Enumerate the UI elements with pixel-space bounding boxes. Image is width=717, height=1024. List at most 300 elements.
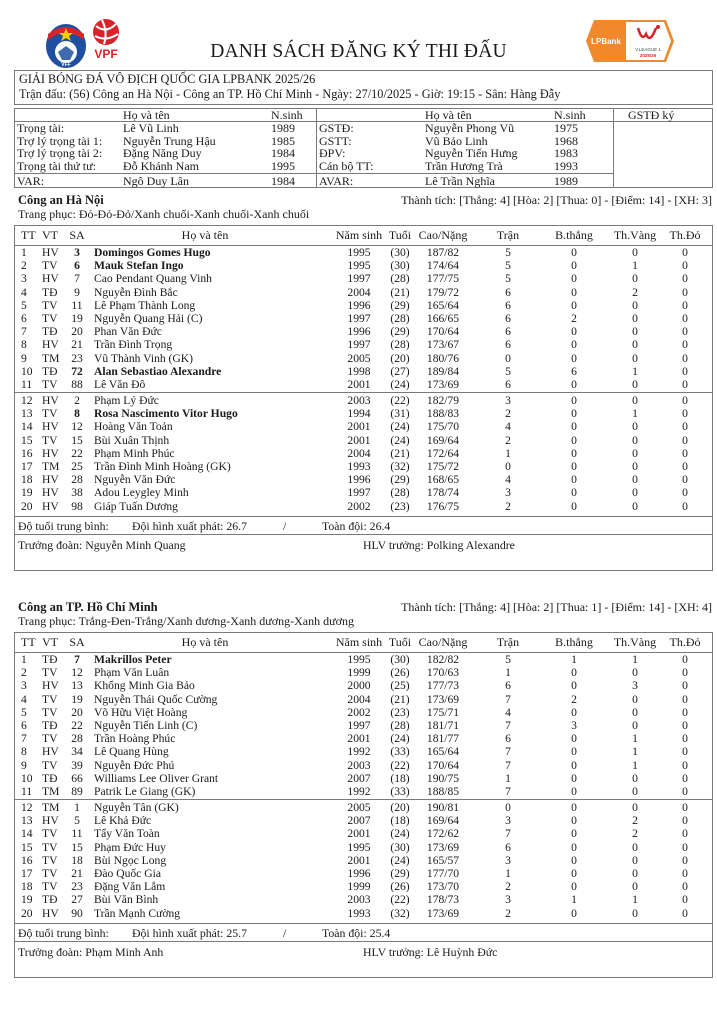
cell-index: 1 [21,246,27,259]
cell-yellow-cards: 2 [632,814,638,828]
cell-appearances: 4 [505,420,511,434]
cell-appearances: 3 [505,853,511,867]
cell-shirt-number: 1 [74,801,80,815]
cell-position: HV [42,420,59,434]
player-row[interactable] [15,325,712,338]
cell-player-name: Nguyễn Đức Phú [94,758,175,772]
cell-position: TV [42,377,58,391]
official-role: GSTĐ: [319,121,354,135]
cell-index: 4 [21,285,27,299]
cell-birth-year: 2004 [347,692,371,706]
cell-appearances: 2 [505,880,511,894]
cell-yellow-cards: 0 [632,433,638,447]
cell-birth-year: 2001 [347,377,371,391]
player-row[interactable] [15,486,712,499]
svg-text:VPF: VPF [94,47,118,61]
player-row[interactable] [15,420,712,433]
col-header-name: Họ và tên [181,228,229,242]
cell-position: TĐ [42,325,58,339]
cell-appearances: 7 [505,758,511,772]
col-header-position: VT [42,635,58,649]
cell-appearances: 6 [505,377,511,391]
cell-height-weight: 165/57 [426,853,460,867]
player-row[interactable] [15,299,712,312]
cell-birth-year: 2001 [347,732,371,746]
cell-shirt-number: 23 [71,880,83,894]
cell-shirt-number: 22 [71,718,83,732]
cell-goals: 0 [571,705,577,719]
cell-yellow-cards: 0 [632,473,638,487]
cell-shirt-number: 6 [74,259,80,273]
officials-header-name-2: Họ và tên [425,108,472,122]
cell-index: 14 [21,827,33,841]
cell-index: 15 [21,433,33,447]
cell-shirt-number: 13 [71,679,83,693]
cell-position: TM [42,784,60,798]
cell-height-weight: 166/65 [426,311,460,325]
player-row[interactable] [15,447,712,460]
team-record: Thành tích: [Thắng: 4] [Hòa: 2] [Thua: 1] - [Điểm: 14] - [XH: 4] [401,600,712,614]
cell-index: 19 [21,486,33,500]
cell-goals: 0 [571,880,577,894]
cell-age: (21) [390,692,410,706]
cell-shirt-number: 15 [71,433,83,447]
cell-player-name: Nguyễn Tân (GK) [94,801,179,815]
cell-shirt-number: 8 [74,407,80,421]
player-row[interactable] [15,893,712,906]
player-row[interactable] [15,394,712,407]
cell-position: HV [42,394,59,408]
player-row[interactable] [15,286,712,299]
cell-age: (26) [390,880,410,894]
cell-player-name: Cao Pendant Quang Vinh [94,272,212,286]
col-header-goals: B.thắng [555,228,593,242]
cell-index: 10 [21,364,33,378]
cell-index: 6 [21,718,27,732]
cell-index: 5 [21,298,27,312]
cell-yellow-cards: 0 [632,666,638,680]
cell-height-weight: 178/73 [426,893,460,907]
cell-yellow-cards: 0 [632,272,638,286]
player-row[interactable] [15,653,712,666]
officials-header-name: Họ và tên [123,108,170,122]
official-name: Đặng Năng Duy [123,146,202,160]
player-row[interactable] [15,880,712,893]
cell-yellow-cards: 1 [632,758,638,772]
player-row[interactable] [15,814,712,827]
col-header-height-weight: Cao/Nặng [418,635,468,649]
cell-player-name: Rosa Nascimento Vitor Hugo [94,407,238,421]
cell-appearances: 6 [505,298,511,312]
cell-birth-year: 1998 [347,364,371,378]
player-row[interactable] [15,907,712,920]
player-row[interactable] [15,759,712,772]
cell-height-weight: 177/75 [426,272,460,286]
player-row[interactable] [15,827,712,840]
cell-index: 4 [21,692,27,706]
average-age-squad: Toàn đội: 26.4 [322,519,391,533]
cell-shirt-number: 25 [71,460,83,473]
player-row[interactable] [15,338,712,351]
average-age-row [14,516,713,535]
cell-age: (33) [390,745,410,759]
var-role: VAR: [17,174,45,188]
cell-appearances: 2 [505,407,511,421]
player-row[interactable] [15,378,712,391]
cell-red-cards: 0 [682,814,688,828]
cell-player-name: Makrillos Peter [94,653,172,666]
cell-height-weight: 181/77 [426,732,460,746]
player-row[interactable] [15,745,712,758]
player-row[interactable] [15,867,712,880]
cell-shirt-number: 88 [71,377,83,391]
officials-header-year-2: N.sinh [554,108,586,122]
cell-height-weight: 189/84 [426,364,460,378]
player-row[interactable] [15,666,712,679]
cell-player-name: Trần Đình Trọng [94,338,173,352]
cell-birth-year: 2001 [347,420,371,434]
player-row[interactable] [15,500,712,513]
cell-player-name: Đào Quốc Gia [94,867,161,880]
cell-goals: 0 [571,298,577,312]
player-row[interactable] [15,732,712,745]
cell-yellow-cards: 0 [632,325,638,339]
cell-shirt-number: 11 [71,827,83,841]
cell-age: (30) [390,246,410,259]
cell-player-name: Võ Hữu Việt Hoàng [94,705,188,719]
cell-index: 18 [21,473,33,487]
cell-index: 5 [21,705,27,719]
cell-yellow-cards: 0 [632,692,638,706]
cell-birth-year: 1997 [347,311,371,325]
cell-red-cards: 0 [682,758,688,772]
official-year: 1985 [271,133,295,148]
cell-height-weight: 181/71 [426,718,460,732]
cell-height-weight: 182/79 [426,394,460,408]
player-row[interactable] [15,854,712,867]
col-header-yellow-cards: Th.Vàng [613,228,657,242]
cell-shirt-number: 21 [71,867,83,880]
team-kit: Trang phục: Đỏ-Đỏ-Đỏ/Xanh chuối-Xanh chuối-Xanh chuối [18,207,310,221]
player-row[interactable] [15,365,712,378]
cell-shirt-number: 89 [71,784,83,798]
cell-age: (24) [390,377,410,391]
cell-age: (24) [390,827,410,841]
cell-red-cards: 0 [682,338,688,352]
cell-player-name: Tẩy Văn Toàn [94,827,160,841]
cell-birth-year: 2005 [347,351,371,365]
player-row[interactable] [15,312,712,325]
cell-player-name: Patrik Le Giang (GK) [94,784,196,798]
cell-height-weight: 173/69 [426,906,460,920]
cell-age: (33) [390,784,410,798]
player-row[interactable] [15,246,712,259]
cell-appearances: 5 [505,246,511,259]
cell-player-name: Nguyễn Thái Quốc Cường [94,692,218,706]
cell-shirt-number: 19 [71,311,83,325]
cell-position: TM [42,801,60,815]
cell-index: 15 [21,840,33,854]
player-row[interactable] [15,719,712,732]
avar-name: Lê Trần Nghĩa [425,174,495,188]
cell-goals: 0 [571,325,577,339]
cell-position: TV [42,407,58,421]
col-header-birth-year: Năm sinh [335,228,383,242]
official-name: Trần Hương Trà [425,158,503,173]
cell-appearances: 6 [505,311,511,325]
cell-player-name: Lê Phạm Thành Long [94,298,196,312]
cell-yellow-cards: 2 [632,827,638,841]
cell-index: 19 [21,893,33,907]
cell-red-cards: 0 [682,311,688,325]
cell-shirt-number: 11 [71,298,83,312]
cell-yellow-cards: 0 [632,705,638,719]
cell-position: HV [42,446,59,460]
official-role: Trợ lý trọng tài 2: [17,146,103,160]
official-name: Lê Vũ Linh [123,121,179,135]
cell-goals: 0 [571,407,577,421]
cell-player-name: Lê Quang Hùng [94,745,169,759]
cell-appearances: 5 [505,364,511,378]
average-age-squad: Toàn đội: 25.4 [322,926,391,940]
cell-yellow-cards: 1 [632,259,638,273]
cell-red-cards: 0 [682,732,688,746]
col-header-red-cards: Th.Đỏ [669,228,701,242]
cell-birth-year: 1996 [347,473,371,487]
cell-age: (25) [390,679,410,693]
cell-player-name: Lê Khả Đức [94,814,152,828]
player-row[interactable] [15,407,712,420]
cell-position: TV [42,311,58,325]
cell-goals: 0 [571,867,577,880]
cell-player-name: Adou Leygley Minh [94,486,189,500]
cell-index: 2 [21,259,27,273]
cell-goals: 0 [571,394,577,408]
cell-height-weight: 177/73 [426,679,460,693]
official-name: Đỗ Khánh Nam [123,158,199,173]
cell-index: 13 [21,814,33,828]
team-record: Thành tích: [Thắng: 4] [Hòa: 2] [Thua: 0] - [Điểm: 14] - [XH: 3] [401,193,712,207]
cell-height-weight: 174/64 [426,259,460,273]
cell-index: 8 [21,338,27,352]
official-name: Vũ Bảo Linh [425,133,488,148]
cell-index: 1 [21,653,27,666]
cell-index: 18 [21,880,33,894]
var-year: 1984 [271,174,295,188]
cell-position: HV [42,814,59,828]
cell-age: (23) [390,499,410,513]
cell-goals: 0 [571,745,577,759]
cell-appearances: 4 [505,705,511,719]
cell-shirt-number: 18 [71,853,83,867]
player-row[interactable] [15,785,712,798]
cell-player-name: Trần Đình Minh Hoàng (GK) [94,460,231,473]
player-row[interactable] [15,841,712,854]
cell-yellow-cards: 0 [632,460,638,473]
cell-height-weight: 180/76 [426,351,460,365]
cell-player-name: Domingos Gomes Hugo [94,246,211,259]
cell-age: (28) [390,486,410,500]
cell-player-name: Phạm Lý Đức [94,394,159,408]
cell-goals: 0 [571,814,577,828]
cell-height-weight: 190/81 [426,801,460,815]
cell-age: (24) [390,853,410,867]
cell-age: (28) [390,338,410,352]
official-year: 1995 [271,158,295,173]
cell-height-weight: 172/62 [426,827,460,841]
cell-age: (26) [390,666,410,680]
cell-red-cards: 0 [682,259,688,273]
cell-appearances: 0 [505,460,511,473]
cell-height-weight: 172/64 [426,446,460,460]
cell-shirt-number: 90 [71,906,83,920]
cell-goals: 0 [571,666,577,680]
cell-yellow-cards: 1 [632,893,638,907]
cell-yellow-cards: 1 [632,745,638,759]
cell-red-cards: 0 [682,827,688,841]
head-coach: HLV trưởng: Polking Alexandre [363,538,515,552]
cell-appearances: 4 [505,473,511,487]
cell-appearances: 3 [505,486,511,500]
cell-age: (32) [390,906,410,920]
cell-height-weight: 175/71 [426,705,460,719]
player-row[interactable] [15,801,712,814]
cell-birth-year: 2004 [347,446,371,460]
cell-player-name: Bùi Xuân Thịnh [94,433,170,447]
cell-birth-year: 1995 [347,246,371,259]
cell-index: 11 [21,377,33,391]
cell-position: HV [42,473,59,487]
player-row[interactable] [15,259,712,272]
cell-goals: 0 [571,801,577,815]
col-header-yellow-cards: Th.Vàng [613,635,657,649]
cell-birth-year: 2007 [347,814,371,828]
player-row[interactable] [15,434,712,447]
cell-red-cards: 0 [682,801,688,815]
cell-age: (29) [390,867,410,880]
cell-index: 3 [21,272,27,286]
cell-position: TV [42,259,58,273]
cell-red-cards: 0 [682,705,688,719]
cell-appearances: 1 [505,867,511,880]
cell-index: 7 [21,732,27,746]
cell-height-weight: 175/72 [426,460,460,473]
cell-age: (21) [390,446,410,460]
cell-age: (29) [390,298,410,312]
cell-height-weight: 176/75 [426,499,460,513]
cell-appearances: 5 [505,259,511,273]
cell-birth-year: 2003 [347,758,371,772]
cell-red-cards: 0 [682,246,688,259]
cell-birth-year: 1995 [347,840,371,854]
cell-appearances: 6 [505,325,511,339]
cell-appearances: 6 [505,338,511,352]
official-role: Trợ lý trọng tài 1: [17,133,103,148]
cell-yellow-cards: 1 [632,653,638,666]
cell-goals: 2 [571,311,577,325]
official-year: 1968 [554,133,578,148]
player-row[interactable] [15,772,712,785]
col-header-tt: TT [21,228,36,242]
cell-shirt-number: 28 [71,732,83,746]
cell-goals: 0 [571,377,577,391]
cell-position: TV [42,867,58,880]
cell-appearances: 7 [505,784,511,798]
cell-red-cards: 0 [682,880,688,894]
page-title: DANH SÁCH ĐĂNG KÝ THI ĐẤU [210,41,507,62]
cell-age: (21) [390,285,410,299]
cell-player-name: Williams Lee Oliver Grant [94,771,219,785]
cell-position: TĐ [42,364,58,378]
col-header-age: Tuổi [388,635,412,649]
player-row[interactable] [15,679,712,692]
cell-player-name: Nguyễn Văn Đức [94,473,176,487]
cell-birth-year: 1996 [347,298,371,312]
cell-appearances: 7 [505,718,511,732]
cell-goals: 0 [571,460,577,473]
cell-appearances: 1 [505,771,511,785]
average-age-starters: Đội hình xuất phát: 25.7 [132,926,248,940]
cell-player-name: Bùi Văn Bình [94,893,159,907]
cell-red-cards: 0 [682,325,688,339]
match-info [14,70,713,105]
cell-age: (22) [390,394,410,408]
cell-index: 20 [21,499,33,513]
cell-player-name: Giáp Tuấn Dương [94,499,178,513]
cell-goals: 0 [571,499,577,513]
cell-player-name: Mauk Stefan Ingo [94,259,184,273]
team-kit: Trang phục: Trắng-Đen-Trắng/Xanh dương-Xanh dương-Xanh dương [18,614,354,628]
cell-shirt-number: 23 [71,351,83,365]
cell-goals: 0 [571,246,577,259]
average-age-separator: / [283,519,287,533]
cell-goals: 0 [571,272,577,286]
cell-shirt-number: 12 [71,666,83,680]
cell-shirt-number: 9 [74,285,80,299]
cell-birth-year: 1996 [347,867,371,880]
cell-index: 11 [21,784,33,798]
official-role: GSTT: [319,133,352,148]
cell-age: (22) [390,893,410,907]
cell-age: (31) [390,407,410,421]
cell-appearances: 1 [505,446,511,460]
col-header-tt: TT [21,635,36,649]
cell-position: TV [42,692,58,706]
official-year: 1983 [554,146,578,160]
cell-player-name: Nguyễn Đình Bắc [94,285,178,299]
cell-index: 12 [21,801,33,815]
team-manager: Trưởng đoàn: Phạm Minh Anh [18,945,164,959]
cell-red-cards: 0 [682,407,688,421]
cell-position: HV [42,499,59,513]
player-row[interactable] [15,693,712,706]
player-row[interactable] [15,706,712,719]
player-row[interactable] [15,352,712,365]
player-row[interactable] [15,272,712,285]
cell-red-cards: 0 [682,718,688,732]
official-year: 1989 [271,121,295,135]
player-row[interactable] [15,473,712,486]
cell-height-weight: 170/64 [426,325,460,339]
col-header-goals: B.thắng [555,635,593,649]
cell-player-name: Phan Văn Đức [94,325,162,339]
official-year: 1993 [554,158,578,173]
player-row[interactable] [15,460,712,473]
cell-player-name: Nguyễn Quang Hải (C) [94,311,203,325]
cell-red-cards: 0 [682,499,688,513]
cell-index: 17 [21,460,33,473]
cell-shirt-number: 39 [71,758,83,772]
